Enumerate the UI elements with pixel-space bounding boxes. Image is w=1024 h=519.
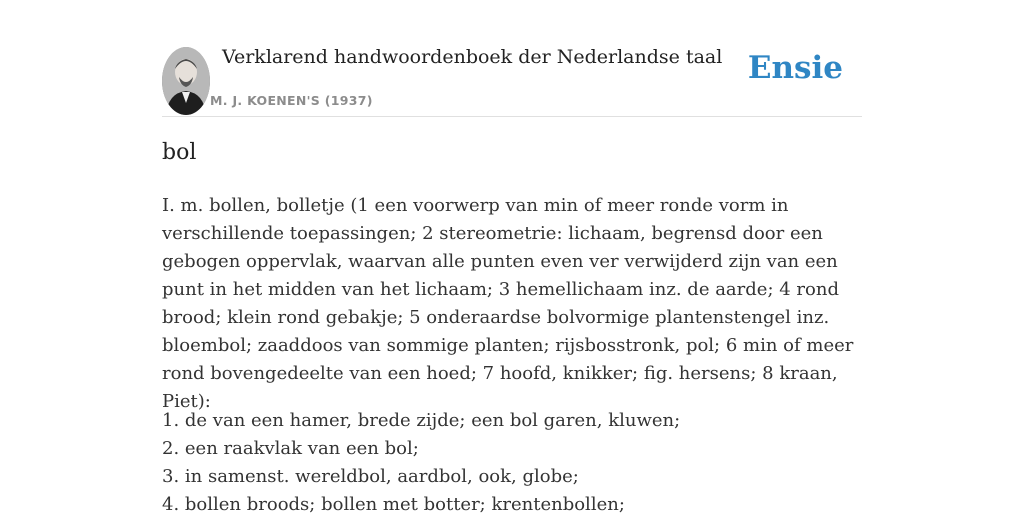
sense-item: 3. in samenst. wereldbol, aardbol, ook, globe;: [162, 466, 579, 487]
headword: bol: [162, 140, 197, 165]
sense-item: 1. de van een hamer, brede zijde; een bol garen, kluwen;: [162, 410, 681, 431]
senses-list: [162, 407, 862, 519]
ensie-logo-link[interactable]: Ensie: [747, 50, 843, 86]
portrait-illustration: [162, 47, 210, 115]
page: [162, 0, 862, 515]
definition-text: I. m. bollen, bolletje (1 een voorwerp van min of meer ronde vorm in verschillende toepassingen; 2 stereometrie: lichaam, begrensd door een gebogen oppervlak, waarvan alle punten even ver verwijderd zijn van een punt in het midden van het lichaam; 3 hemellichaam inz. de aarde; 4 rond brood; klein rond gebakje; 5 onderaardse bolvormige plantenstengel inz. bloembol; zaaddoos van sommige planten; rijsbosstronk, pol; 6 min of meer rond bovengedeelte van een hoed; 7 hoofd, knikker; fig. hersens; 8 kraan, Piet):: [162, 195, 854, 412]
sense-item: 2. een raakvlak van een bol;: [162, 438, 419, 459]
sense-item: 4. bollen broods; bollen met botter; krentenbollen;: [162, 494, 625, 515]
header: [162, 0, 862, 117]
author-portrait-icon: [162, 47, 210, 115]
book-title: Verklarend handwoordenboek der Nederlandse taal: [222, 46, 723, 68]
author-label: M. J. KOENEN'S (1937): [210, 93, 373, 108]
